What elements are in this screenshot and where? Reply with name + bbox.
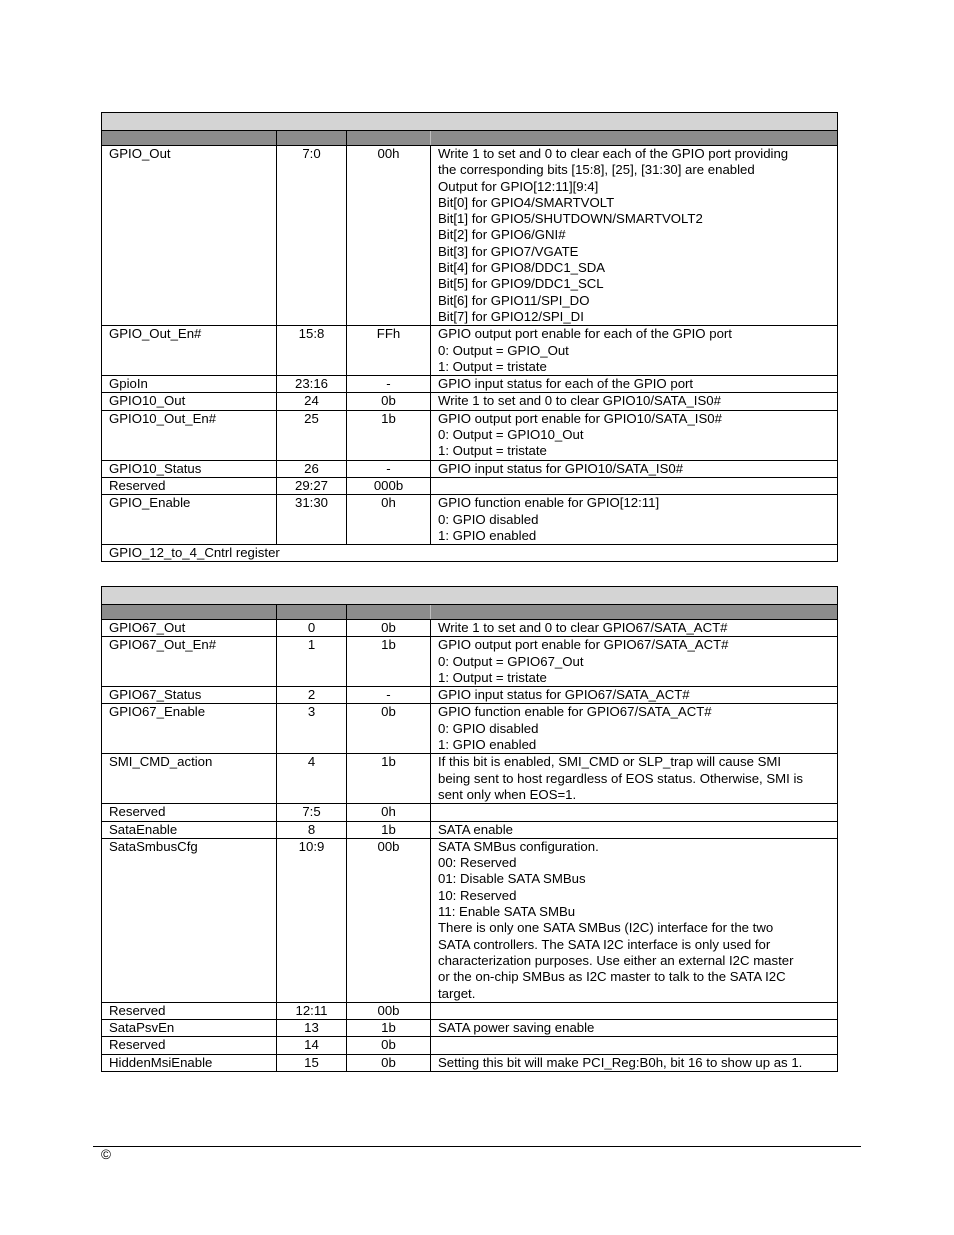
description-cell bbox=[431, 460, 838, 477]
description-line: SATA SMBus configuration. bbox=[438, 838, 599, 854]
table-row bbox=[102, 1054, 838, 1071]
bits-cell: 15 bbox=[277, 1054, 347, 1071]
description-line: GPIO output port enable for GPIO10/SATA_IS0# bbox=[438, 410, 722, 426]
bits-cell: 2 bbox=[277, 687, 347, 704]
table-header-row bbox=[102, 605, 838, 620]
description-cell bbox=[431, 838, 838, 1002]
table-title-row bbox=[102, 587, 838, 605]
table-row bbox=[102, 393, 838, 410]
default-value-cell: - bbox=[347, 376, 431, 393]
description-cell bbox=[431, 620, 838, 637]
description-line: Bit[0] for GPIO4/SMARTVOLT bbox=[438, 194, 615, 210]
header-bits-cell bbox=[277, 605, 347, 620]
description-line: GPIO function enable for GPIO[12:11] bbox=[438, 495, 660, 511]
description-cell bbox=[431, 637, 838, 687]
description-cell bbox=[431, 1037, 838, 1054]
description-line: 1: GPIO enabled bbox=[438, 737, 537, 753]
description-cell bbox=[431, 687, 838, 704]
table-row bbox=[102, 821, 838, 838]
description-cell bbox=[431, 477, 838, 494]
table-row bbox=[102, 1037, 838, 1054]
description-cell bbox=[431, 376, 838, 393]
table-row bbox=[102, 376, 838, 393]
description-cell bbox=[431, 804, 838, 821]
description-line: Bit[2] for GPIO6/GNI# bbox=[438, 227, 566, 243]
description-line: 0: Output = GPIO10_Out bbox=[438, 427, 584, 443]
description-line: 01: Disable SATA SMBus bbox=[438, 871, 586, 887]
field-name-cell: Reserved bbox=[102, 1002, 277, 1019]
field-name-cell: GPIO67_Out_En# bbox=[102, 637, 277, 687]
table-row bbox=[102, 804, 838, 821]
bits-cell: 1 bbox=[277, 637, 347, 687]
description-cell bbox=[431, 1002, 838, 1019]
default-value-cell: 1b bbox=[347, 1020, 431, 1037]
bits-cell: 0 bbox=[277, 620, 347, 637]
description-line: GPIO function enable for GPIO67/SATA_ACT# bbox=[438, 704, 712, 720]
description-line: 1: Output = tristate bbox=[438, 669, 547, 685]
bits-cell: 25 bbox=[277, 410, 347, 460]
description-cell bbox=[431, 821, 838, 838]
description-line: target. bbox=[438, 985, 476, 1001]
description-line: GPIO input status for each of the GPIO port bbox=[438, 376, 694, 392]
table-body bbox=[102, 113, 838, 562]
description-line: There is only one SATA SMBus (I2C) interface for the two bbox=[438, 920, 774, 936]
description-line: Bit[1] for GPIO5/SHUTDOWN/SMARTVOLT2 bbox=[438, 211, 703, 227]
field-name-cell: SataEnable bbox=[102, 821, 277, 838]
default-value-cell: 00b bbox=[347, 838, 431, 1002]
header-bits-cell bbox=[277, 131, 347, 146]
description-cell bbox=[431, 326, 838, 376]
bits-cell: 15:8 bbox=[277, 326, 347, 376]
bits-cell: 4 bbox=[277, 754, 347, 804]
default-value-cell: 0h bbox=[347, 495, 431, 545]
description-cell bbox=[431, 754, 838, 804]
register-name-caption: GPIO_12_to_4_Cntrl register bbox=[102, 545, 838, 562]
description-line: 1: Output = tristate bbox=[438, 358, 547, 374]
table-row bbox=[102, 146, 838, 326]
default-value-cell: 1b bbox=[347, 821, 431, 838]
field-name-cell: SMI_CMD_action bbox=[102, 754, 277, 804]
table-row bbox=[102, 704, 838, 754]
field-name-cell: GPIO10_Status bbox=[102, 460, 277, 477]
field-name-cell: SataSmbusCfg bbox=[102, 838, 277, 1002]
description-line: Bit[4] for GPIO8/DDC1_SDA bbox=[438, 260, 606, 276]
description-line: being sent to host regardless of EOS status. Otherwise, SMI is bbox=[438, 770, 804, 786]
description-cell bbox=[431, 1054, 838, 1071]
table-row bbox=[102, 687, 838, 704]
bits-cell: 7:0 bbox=[277, 146, 347, 326]
description-cell bbox=[431, 146, 838, 326]
default-value-cell: 1b bbox=[347, 410, 431, 460]
default-value-cell: FFh bbox=[347, 326, 431, 376]
description-line: characterization purposes. Use either an external I2C master bbox=[438, 952, 794, 968]
default-value-cell: 0b bbox=[347, 704, 431, 754]
header-description-cell bbox=[431, 131, 838, 146]
default-value-cell: 00b bbox=[347, 1002, 431, 1019]
field-name-cell: GPIO67_Out bbox=[102, 620, 277, 637]
field-name-cell: HiddenMsiEnable bbox=[102, 1054, 277, 1071]
field-name-cell: GPIO67_Enable bbox=[102, 704, 277, 754]
bits-cell: 8 bbox=[277, 821, 347, 838]
default-value-cell: 1b bbox=[347, 637, 431, 687]
description-cell bbox=[431, 1020, 838, 1037]
field-name-cell: Reserved bbox=[102, 477, 277, 494]
description-line: Output for GPIO[12:11][9:4] bbox=[438, 178, 599, 194]
description-line: 11: Enable SATA SMBu bbox=[438, 904, 576, 920]
description-line: GPIO output port enable for each of the GPIO port bbox=[438, 326, 732, 342]
default-value-cell: 000b bbox=[347, 477, 431, 494]
description-cell bbox=[431, 410, 838, 460]
description-line: Write 1 to set and 0 to clear GPIO67/SATA_ACT# bbox=[438, 620, 728, 635]
description-line: 1: GPIO enabled bbox=[438, 527, 537, 543]
default-value-cell: - bbox=[347, 687, 431, 704]
table-row bbox=[102, 495, 838, 545]
table-row bbox=[102, 838, 838, 1002]
table-title-cell bbox=[102, 113, 838, 131]
field-name-cell: GPIO_Out_En# bbox=[102, 326, 277, 376]
default-value-cell: 00h bbox=[347, 146, 431, 326]
default-value-cell: 0b bbox=[347, 1054, 431, 1071]
header-description-cell bbox=[431, 605, 838, 620]
description-line: GPIO output port enable for GPIO67/SATA_ACT# bbox=[438, 637, 729, 653]
description-cell bbox=[431, 393, 838, 410]
description-line: 10: Reserved bbox=[438, 887, 517, 903]
register-table-gpio-12-to-4 bbox=[101, 112, 838, 562]
description-line: Bit[6] for GPIO11/SPI_DO bbox=[438, 292, 590, 308]
description-line: sent only when EOS=1. bbox=[438, 786, 577, 802]
field-name-cell: GpioIn bbox=[102, 376, 277, 393]
bits-cell: 26 bbox=[277, 460, 347, 477]
default-value-cell: 0b bbox=[347, 1037, 431, 1054]
table-title-cell bbox=[102, 587, 838, 605]
description-cell bbox=[431, 495, 838, 545]
field-name-cell: GPIO_Enable bbox=[102, 495, 277, 545]
footer-rule bbox=[93, 1146, 861, 1147]
table-row bbox=[102, 326, 838, 376]
field-name-cell: GPIO67_Status bbox=[102, 687, 277, 704]
bits-cell: 13 bbox=[277, 1020, 347, 1037]
description-line: Bit[7] for GPIO12/SPI_DI bbox=[438, 308, 584, 324]
description-line: Write 1 to set and 0 to clear GPIO10/SATA_IS0# bbox=[438, 393, 721, 409]
description-line: 1: Output = tristate bbox=[438, 443, 547, 459]
field-name-cell: GPIO10_Out bbox=[102, 393, 277, 410]
bits-cell: 23:16 bbox=[277, 376, 347, 393]
description-line: 0: Output = GPIO_Out bbox=[438, 342, 569, 358]
description-line: 0: Output = GPIO67_Out bbox=[438, 653, 584, 669]
description-line: 0: GPIO disabled bbox=[438, 511, 539, 527]
description-line: SATA enable bbox=[438, 821, 514, 837]
field-name-cell: GPIO10_Out_En# bbox=[102, 410, 277, 460]
bits-cell: 3 bbox=[277, 704, 347, 754]
table-row bbox=[102, 620, 838, 637]
description-line: Bit[3] for GPIO7/VGATE bbox=[438, 243, 579, 259]
table-row bbox=[102, 1002, 838, 1019]
description-line: GPIO input status for GPIO67/SATA_ACT# bbox=[438, 687, 690, 703]
field-name-cell: Reserved bbox=[102, 1037, 277, 1054]
field-name-cell: Reserved bbox=[102, 804, 277, 821]
description-line: 00: Reserved bbox=[438, 855, 517, 871]
copyright-symbol: © bbox=[101, 1147, 111, 1162]
field-name-cell: SataPsvEn bbox=[102, 1020, 277, 1037]
header-default-cell bbox=[347, 131, 431, 146]
table-footer-row bbox=[102, 545, 838, 562]
description-line: Bit[5] for GPIO9/DDC1_SCL bbox=[438, 276, 604, 292]
table-title-row bbox=[102, 113, 838, 131]
bits-cell: 24 bbox=[277, 393, 347, 410]
description-line: SATA controllers. The SATA I2C interface is only used for bbox=[438, 936, 771, 952]
bits-cell: 7:5 bbox=[277, 804, 347, 821]
table-row bbox=[102, 477, 838, 494]
table-header-row bbox=[102, 131, 838, 146]
description-line: Setting this bit will make PCI_Reg:B0h, bit 16 to show up as 1. bbox=[438, 1054, 803, 1070]
description-line: SATA power saving enable bbox=[438, 1020, 595, 1036]
header-field-cell bbox=[102, 605, 277, 620]
table-row bbox=[102, 637, 838, 687]
default-value-cell: 1b bbox=[347, 754, 431, 804]
description-line: the corresponding bits [15:8], [25], [31:30] are enabled bbox=[438, 162, 755, 178]
default-value-cell: 0b bbox=[347, 393, 431, 410]
register-table-gpio67-sata bbox=[101, 586, 838, 1072]
bits-cell: 14 bbox=[277, 1037, 347, 1054]
bits-cell: 31:30 bbox=[277, 495, 347, 545]
default-value-cell: 0h bbox=[347, 804, 431, 821]
description-line: GPIO input status for GPIO10/SATA_IS0# bbox=[438, 460, 684, 476]
description-line: If this bit is enabled, SMI_CMD or SLP_trap will cause SMI bbox=[438, 754, 782, 770]
default-value-cell: 0b bbox=[347, 620, 431, 637]
field-name-cell: GPIO_Out bbox=[102, 146, 277, 326]
bits-cell: 10:9 bbox=[277, 838, 347, 1002]
description-line: 0: GPIO disabled bbox=[438, 720, 539, 736]
default-value-cell: - bbox=[347, 460, 431, 477]
description-line: Write 1 to set and 0 to clear each of the GPIO port providing bbox=[438, 146, 789, 161]
table-row bbox=[102, 460, 838, 477]
table-row bbox=[102, 410, 838, 460]
header-default-cell bbox=[347, 605, 431, 620]
header-field-cell bbox=[102, 131, 277, 146]
table-body bbox=[102, 587, 838, 1072]
table-row bbox=[102, 1020, 838, 1037]
bits-cell: 12:11 bbox=[277, 1002, 347, 1019]
table-row bbox=[102, 754, 838, 804]
description-line: or the on-chip SMBus as I2C master to talk to the SATA I2C bbox=[438, 969, 786, 985]
description-cell bbox=[431, 704, 838, 754]
bits-cell: 29:27 bbox=[277, 477, 347, 494]
